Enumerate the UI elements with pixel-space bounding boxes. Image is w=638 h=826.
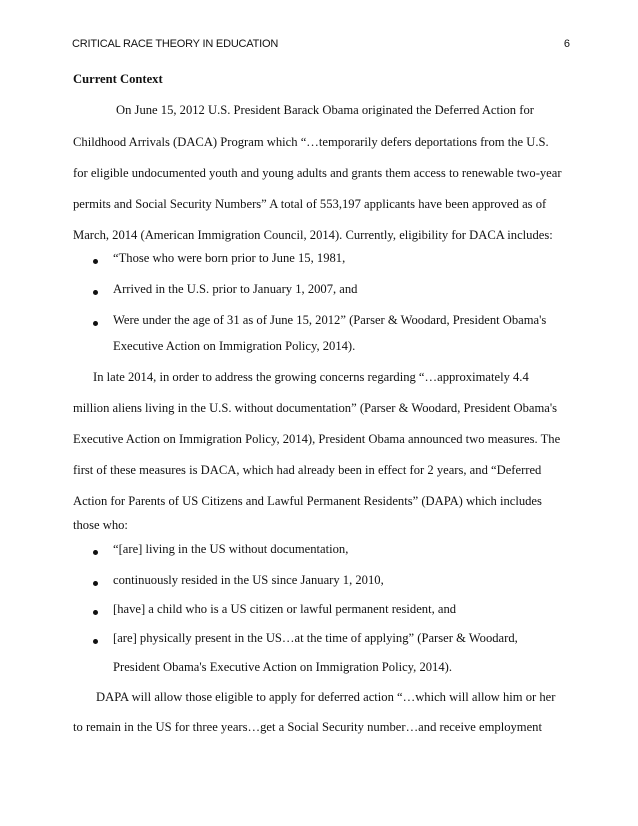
list-item-continuation: Executive Action on Immigration Policy, 2014). — [113, 339, 356, 353]
paragraph-line: permits and Social Security Numbers” A total of 553,197 applicants have been approved as of — [73, 197, 547, 211]
paragraph-line: first of these measures is DACA, which had already been in effect for 2 years, and “Deferred — [73, 463, 542, 477]
list-item: Arrived in the U.S. prior to January 1, 2007, and — [113, 282, 358, 296]
paragraph-line: Executive Action on Immigration Policy, 2014), President Obama announced two measures. The — [73, 432, 561, 446]
paragraph-line: for eligible undocumented youth and young adults and grants them access to renewable two-year — [73, 166, 562, 180]
bullet-icon — [93, 321, 98, 326]
list-item: [are] physically present in the US…at the time of applying” (Parser & Woodard, — [113, 631, 518, 645]
paragraph-line: March, 2014 (American Immigration Council, 2014). Currently, eligibility for DACA includes: — [73, 228, 553, 242]
bullet-icon — [93, 290, 98, 295]
bullet-icon — [93, 550, 98, 555]
list-item: “[are] living in the US without documentation, — [113, 542, 349, 556]
bullet-icon — [93, 610, 98, 615]
bullet-icon — [93, 581, 98, 586]
page-header — [72, 38, 570, 54]
list-item: continuously resided in the US since January 1, 2010, — [113, 573, 384, 587]
bullet-icon — [93, 639, 98, 644]
paragraph-line: to remain in the US for three years…get a Social Security number…and receive employment — [73, 720, 542, 734]
paragraph-line: Action for Parents of US Citizens and Lawful Permanent Residents” (DAPA) which includes — [73, 494, 542, 508]
paragraph-line: Childhood Arrivals (DACA) Program which “…temporarily defers deportations from the U.S. — [73, 135, 549, 149]
running-head: CRITICAL RACE THEORY IN EDUCATION — [72, 38, 279, 50]
paragraph-line: DAPA will allow those eligible to apply for deferred action “…which will allow him or her — [96, 690, 556, 704]
paragraph-line: On June 15, 2012 U.S. President Barack Obama originated the Deferred Action for — [116, 103, 534, 117]
list-item: Were under the age of 31 as of June 15, 2012” (Parser & Woodard, President Obama's — [113, 313, 547, 327]
paragraph-line: those who: — [73, 518, 128, 532]
list-item: [have] a child who is a US citizen or lawful permanent resident, and — [113, 602, 457, 616]
list-item: “Those who were born prior to June 15, 1981, — [113, 251, 346, 265]
page-number: 6 — [563, 38, 570, 50]
list-item-continuation: President Obama's Executive Action on Immigration Policy, 2014). — [113, 660, 452, 674]
bullet-icon — [93, 259, 98, 264]
section-heading: Current Context — [73, 72, 163, 86]
paragraph-line: million aliens living in the U.S. without documentation” (Parser & Woodard, President Obama's — [73, 401, 558, 415]
paragraph-line: In late 2014, in order to address the growing concerns regarding “…approximately 4.4 — [93, 370, 529, 384]
